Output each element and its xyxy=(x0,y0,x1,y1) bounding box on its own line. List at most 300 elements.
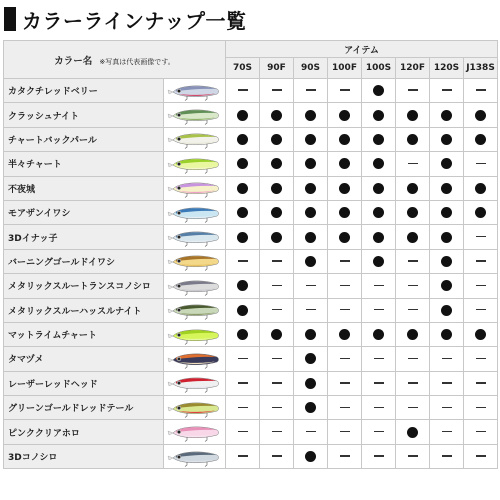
availability-j138s xyxy=(464,200,498,224)
lure-photo xyxy=(164,200,226,224)
availability-120s xyxy=(430,152,464,176)
availability-100f xyxy=(328,127,362,151)
color-name: マットライムチャート xyxy=(4,322,164,346)
availability-j138s xyxy=(464,322,498,346)
size-header-70s: 70S xyxy=(226,58,260,79)
availability-100f xyxy=(328,322,362,346)
available-dot-icon xyxy=(271,110,282,121)
available-dot-icon xyxy=(407,329,418,340)
table-row xyxy=(4,420,498,444)
title-accent-bar xyxy=(4,7,16,31)
availability-90s xyxy=(294,274,328,298)
unavailable-dash-icon xyxy=(238,382,248,384)
availability-120s xyxy=(430,103,464,127)
unavailable-dash-icon xyxy=(476,455,486,457)
lure-icon xyxy=(167,154,223,174)
availability-120s xyxy=(430,371,464,395)
item-header: アイテム xyxy=(226,41,498,58)
available-dot-icon xyxy=(407,134,418,145)
available-dot-icon xyxy=(441,158,452,169)
unavailable-dash-icon xyxy=(476,260,486,262)
color-name: チャートバックパール xyxy=(4,127,164,151)
availability-j138s xyxy=(464,176,498,200)
table-row xyxy=(4,371,498,395)
availability-70s xyxy=(226,249,260,273)
lure-icon xyxy=(167,447,223,467)
unavailable-dash-icon xyxy=(340,358,350,360)
available-dot-icon xyxy=(305,378,316,389)
availability-100s xyxy=(362,200,396,224)
availability-90f xyxy=(260,420,294,444)
availability-120f xyxy=(396,298,430,322)
unavailable-dash-icon xyxy=(340,407,350,409)
unavailable-dash-icon xyxy=(238,431,248,433)
lure-photo xyxy=(164,176,226,200)
available-dot-icon xyxy=(339,183,350,194)
availability-j138s xyxy=(464,420,498,444)
availability-90f xyxy=(260,396,294,420)
unavailable-dash-icon xyxy=(408,358,418,360)
availability-70s xyxy=(226,127,260,151)
lure-photo xyxy=(164,225,226,249)
available-dot-icon xyxy=(271,207,282,218)
unavailable-dash-icon xyxy=(374,407,384,409)
lure-photo xyxy=(164,152,226,176)
availability-100s xyxy=(362,371,396,395)
availability-100f xyxy=(328,103,362,127)
available-dot-icon xyxy=(373,232,384,243)
availability-90f xyxy=(260,274,294,298)
available-dot-icon xyxy=(339,110,350,121)
available-dot-icon xyxy=(305,256,316,267)
size-header-120s: 120S xyxy=(430,58,464,79)
availability-j138s xyxy=(464,152,498,176)
lure-icon xyxy=(167,178,223,198)
availability-70s xyxy=(226,176,260,200)
unavailable-dash-icon xyxy=(476,431,486,433)
unavailable-dash-icon xyxy=(306,431,316,433)
available-dot-icon xyxy=(441,280,452,291)
unavailable-dash-icon xyxy=(442,358,452,360)
availability-70s xyxy=(226,396,260,420)
lure-photo xyxy=(164,127,226,151)
color-name: ピンククリアホロ xyxy=(4,420,164,444)
table-row xyxy=(4,274,498,298)
available-dot-icon xyxy=(305,329,316,340)
lure-icon xyxy=(167,276,223,296)
lure-photo xyxy=(164,347,226,371)
unavailable-dash-icon xyxy=(408,309,418,311)
availability-120f xyxy=(396,274,430,298)
unavailable-dash-icon xyxy=(272,358,282,360)
availability-100s xyxy=(362,322,396,346)
availability-100f xyxy=(328,200,362,224)
available-dot-icon xyxy=(407,207,418,218)
availability-100s xyxy=(362,396,396,420)
unavailable-dash-icon xyxy=(408,163,418,165)
lure-photo xyxy=(164,249,226,273)
availability-90f xyxy=(260,176,294,200)
availability-120s xyxy=(430,322,464,346)
availability-90f xyxy=(260,225,294,249)
availability-100s xyxy=(362,347,396,371)
unavailable-dash-icon xyxy=(374,382,384,384)
available-dot-icon xyxy=(305,110,316,121)
availability-100f xyxy=(328,249,362,273)
lure-photo xyxy=(164,420,226,444)
available-dot-icon xyxy=(441,305,452,316)
unavailable-dash-icon xyxy=(340,455,350,457)
availability-100f xyxy=(328,274,362,298)
available-dot-icon xyxy=(475,329,486,340)
color-name: グリーンゴールドレッドテール xyxy=(4,396,164,420)
title-row xyxy=(4,6,496,32)
size-header-90s: 90S xyxy=(294,58,328,79)
availability-120f xyxy=(396,152,430,176)
availability-120f xyxy=(396,200,430,224)
unavailable-dash-icon xyxy=(408,382,418,384)
availability-120s xyxy=(430,347,464,371)
available-dot-icon xyxy=(339,329,350,340)
availability-120s xyxy=(430,444,464,468)
availability-70s xyxy=(226,444,260,468)
table-row xyxy=(4,225,498,249)
unavailable-dash-icon xyxy=(272,309,282,311)
availability-120f xyxy=(396,176,430,200)
availability-90s xyxy=(294,396,328,420)
availability-100f xyxy=(328,79,362,103)
availability-70s xyxy=(226,420,260,444)
unavailable-dash-icon xyxy=(408,455,418,457)
available-dot-icon xyxy=(237,329,248,340)
available-dot-icon xyxy=(237,207,248,218)
availability-70s xyxy=(226,371,260,395)
availability-90f xyxy=(260,347,294,371)
available-dot-icon xyxy=(237,158,248,169)
lure-icon xyxy=(167,349,223,369)
available-dot-icon xyxy=(373,134,384,145)
available-dot-icon xyxy=(407,427,418,438)
unavailable-dash-icon xyxy=(408,285,418,287)
availability-120s xyxy=(430,396,464,420)
availability-100s xyxy=(362,127,396,151)
available-dot-icon xyxy=(475,134,486,145)
lure-icon xyxy=(167,105,223,125)
availability-120s xyxy=(430,249,464,273)
available-dot-icon xyxy=(237,280,248,291)
availability-j138s xyxy=(464,79,498,103)
table-row xyxy=(4,347,498,371)
available-dot-icon xyxy=(305,134,316,145)
unavailable-dash-icon xyxy=(476,382,486,384)
available-dot-icon xyxy=(237,134,248,145)
availability-90f xyxy=(260,127,294,151)
unavailable-dash-icon xyxy=(408,89,418,91)
availability-90f xyxy=(260,200,294,224)
unavailable-dash-icon xyxy=(374,431,384,433)
lure-icon xyxy=(167,422,223,442)
availability-100f xyxy=(328,225,362,249)
availability-70s xyxy=(226,79,260,103)
lure-icon xyxy=(167,251,223,271)
unavailable-dash-icon xyxy=(306,89,316,91)
lure-icon xyxy=(167,373,223,393)
availability-j138s xyxy=(464,127,498,151)
availability-90s xyxy=(294,200,328,224)
available-dot-icon xyxy=(339,207,350,218)
availability-100s xyxy=(362,79,396,103)
availability-120s xyxy=(430,274,464,298)
available-dot-icon xyxy=(373,85,384,96)
availability-100s xyxy=(362,176,396,200)
size-header-90f: 90F xyxy=(260,58,294,79)
size-header-120f: 120F xyxy=(396,58,430,79)
available-dot-icon xyxy=(305,158,316,169)
availability-120f xyxy=(396,444,430,468)
availability-90s xyxy=(294,103,328,127)
availability-j138s xyxy=(464,371,498,395)
unavailable-dash-icon xyxy=(442,382,452,384)
availability-120s xyxy=(430,79,464,103)
availability-j138s xyxy=(464,347,498,371)
unavailable-dash-icon xyxy=(306,309,316,311)
available-dot-icon xyxy=(305,402,316,413)
availability-90f xyxy=(260,249,294,273)
color-name: メタリックスルーハッスルナイト xyxy=(4,298,164,322)
color-name: 半々チャート xyxy=(4,152,164,176)
availability-90s xyxy=(294,347,328,371)
available-dot-icon xyxy=(271,134,282,145)
unavailable-dash-icon xyxy=(238,455,248,457)
availability-j138s xyxy=(464,103,498,127)
availability-120s xyxy=(430,420,464,444)
availability-70s xyxy=(226,152,260,176)
availability-100f xyxy=(328,420,362,444)
color-name: 3Dコノシロ xyxy=(4,444,164,468)
table-body xyxy=(4,79,498,469)
available-dot-icon xyxy=(441,329,452,340)
available-dot-icon xyxy=(271,183,282,194)
lure-photo xyxy=(164,103,226,127)
unavailable-dash-icon xyxy=(272,285,282,287)
availability-100f xyxy=(328,176,362,200)
lure-icon xyxy=(167,203,223,223)
available-dot-icon xyxy=(339,232,350,243)
table-row xyxy=(4,79,498,103)
unavailable-dash-icon xyxy=(442,455,452,457)
availability-90s xyxy=(294,420,328,444)
unavailable-dash-icon xyxy=(238,358,248,360)
unavailable-dash-icon xyxy=(374,455,384,457)
unavailable-dash-icon xyxy=(340,260,350,262)
availability-90s xyxy=(294,79,328,103)
availability-120f xyxy=(396,249,430,273)
availability-100f xyxy=(328,152,362,176)
available-dot-icon xyxy=(407,232,418,243)
unavailable-dash-icon xyxy=(272,431,282,433)
availability-120f xyxy=(396,127,430,151)
unavailable-dash-icon xyxy=(374,358,384,360)
availability-90s xyxy=(294,127,328,151)
available-dot-icon xyxy=(373,256,384,267)
unavailable-dash-icon xyxy=(442,89,452,91)
available-dot-icon xyxy=(237,232,248,243)
unavailable-dash-icon xyxy=(340,431,350,433)
availability-70s xyxy=(226,298,260,322)
unavailable-dash-icon xyxy=(340,89,350,91)
color-name: 不夜城 xyxy=(4,176,164,200)
availability-120f xyxy=(396,225,430,249)
available-dot-icon xyxy=(339,134,350,145)
unavailable-dash-icon xyxy=(272,89,282,91)
availability-90f xyxy=(260,103,294,127)
available-dot-icon xyxy=(305,451,316,462)
availability-120f xyxy=(396,322,430,346)
availability-90f xyxy=(260,371,294,395)
unavailable-dash-icon xyxy=(476,163,486,165)
availability-100s xyxy=(362,420,396,444)
unavailable-dash-icon xyxy=(408,407,418,409)
availability-90s xyxy=(294,444,328,468)
availability-j138s xyxy=(464,298,498,322)
table-row xyxy=(4,322,498,346)
available-dot-icon xyxy=(373,329,384,340)
availability-90s xyxy=(294,249,328,273)
availability-90s xyxy=(294,298,328,322)
availability-90s xyxy=(294,371,328,395)
available-dot-icon xyxy=(441,207,452,218)
availability-90s xyxy=(294,225,328,249)
availability-90f xyxy=(260,79,294,103)
availability-120f xyxy=(396,103,430,127)
availability-120f xyxy=(396,79,430,103)
available-dot-icon xyxy=(441,183,452,194)
availability-j138s xyxy=(464,274,498,298)
availability-90s xyxy=(294,152,328,176)
unavailable-dash-icon xyxy=(272,260,282,262)
availability-70s xyxy=(226,225,260,249)
available-dot-icon xyxy=(305,183,316,194)
color-name: モアザンイワシ xyxy=(4,200,164,224)
availability-70s xyxy=(226,200,260,224)
available-dot-icon xyxy=(475,207,486,218)
unavailable-dash-icon xyxy=(476,309,486,311)
available-dot-icon xyxy=(237,305,248,316)
availability-120s xyxy=(430,225,464,249)
availability-70s xyxy=(226,347,260,371)
available-dot-icon xyxy=(237,183,248,194)
available-dot-icon xyxy=(475,183,486,194)
unavailable-dash-icon xyxy=(272,455,282,457)
size-header-j138s: J138S xyxy=(464,58,498,79)
availability-120f xyxy=(396,396,430,420)
availability-120f xyxy=(396,371,430,395)
table-row xyxy=(4,298,498,322)
lure-icon xyxy=(167,325,223,345)
unavailable-dash-icon xyxy=(442,407,452,409)
unavailable-dash-icon xyxy=(476,285,486,287)
unavailable-dash-icon xyxy=(374,309,384,311)
unavailable-dash-icon xyxy=(408,260,418,262)
available-dot-icon xyxy=(441,134,452,145)
availability-90s xyxy=(294,176,328,200)
table-row xyxy=(4,176,498,200)
unavailable-dash-icon xyxy=(238,407,248,409)
availability-100s xyxy=(362,298,396,322)
availability-120s xyxy=(430,200,464,224)
unavailable-dash-icon xyxy=(238,260,248,262)
table-row xyxy=(4,249,498,273)
available-dot-icon xyxy=(271,329,282,340)
availability-120s xyxy=(430,298,464,322)
available-dot-icon xyxy=(305,353,316,364)
table-row xyxy=(4,103,498,127)
color-name: メタリックスルートランスコノシロ xyxy=(4,274,164,298)
table-row xyxy=(4,127,498,151)
available-dot-icon xyxy=(475,110,486,121)
lure-icon xyxy=(167,300,223,320)
availability-90f xyxy=(260,298,294,322)
availability-j138s xyxy=(464,225,498,249)
lure-icon xyxy=(167,227,223,247)
page-title: カラーラインナップ一覧 xyxy=(22,8,247,33)
color-name: バーニングゴールドイワシ xyxy=(4,249,164,273)
lure-photo xyxy=(164,371,226,395)
lure-photo xyxy=(164,298,226,322)
availability-120f xyxy=(396,347,430,371)
color-name-label: カラー名 xyxy=(54,55,93,67)
lure-photo xyxy=(164,396,226,420)
availability-120s xyxy=(430,176,464,200)
available-dot-icon xyxy=(373,183,384,194)
available-dot-icon xyxy=(305,232,316,243)
availability-100s xyxy=(362,103,396,127)
lure-photo xyxy=(164,444,226,468)
available-dot-icon xyxy=(339,158,350,169)
unavailable-dash-icon xyxy=(476,236,486,238)
lure-photo xyxy=(164,79,226,103)
lure-icon xyxy=(167,81,223,101)
available-dot-icon xyxy=(373,207,384,218)
unavailable-dash-icon xyxy=(374,285,384,287)
available-dot-icon xyxy=(441,232,452,243)
color-name: クラッシュナイト xyxy=(4,103,164,127)
availability-j138s xyxy=(464,396,498,420)
unavailable-dash-icon xyxy=(340,309,350,311)
unavailable-dash-icon xyxy=(476,358,486,360)
available-dot-icon xyxy=(373,158,384,169)
unavailable-dash-icon xyxy=(340,285,350,287)
availability-70s xyxy=(226,322,260,346)
size-header-100f: 100F xyxy=(328,58,362,79)
unavailable-dash-icon xyxy=(476,407,486,409)
table-row xyxy=(4,396,498,420)
color-lineup-table xyxy=(3,40,498,469)
available-dot-icon xyxy=(407,183,418,194)
unavailable-dash-icon xyxy=(238,89,248,91)
availability-100s xyxy=(362,444,396,468)
color-name-note: ※写真は代表画像です。 xyxy=(99,57,175,66)
availability-100f xyxy=(328,444,362,468)
availability-100s xyxy=(362,249,396,273)
table-row xyxy=(4,152,498,176)
available-dot-icon xyxy=(271,158,282,169)
availability-90f xyxy=(260,152,294,176)
availability-90s xyxy=(294,322,328,346)
color-name: レーザーレッドヘッド xyxy=(4,371,164,395)
availability-120f xyxy=(396,420,430,444)
availability-120s xyxy=(430,127,464,151)
